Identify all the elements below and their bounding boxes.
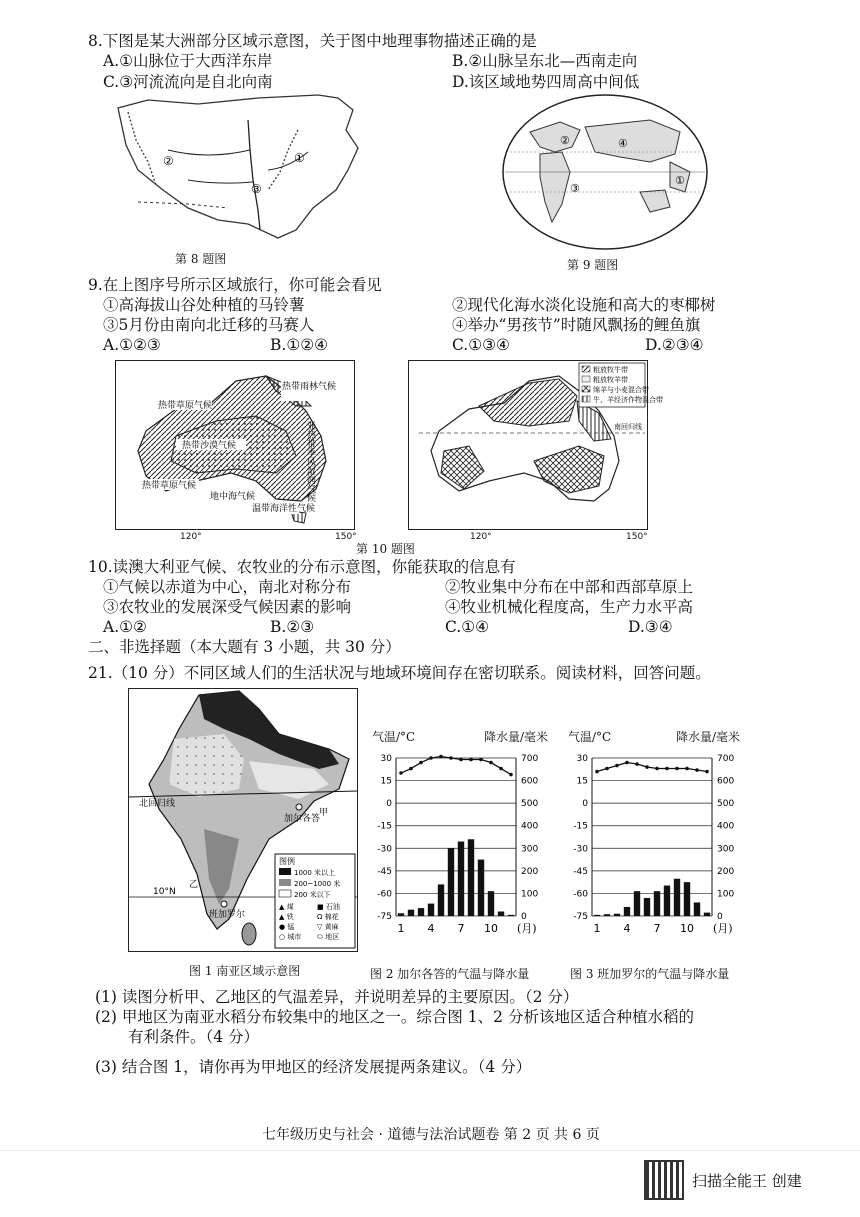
q10-legend-sheep: 粗放牧羊带 (593, 376, 628, 384)
q21-legend-res-iron: ▲ 铁 (279, 913, 294, 921)
fig3-temp-point (685, 767, 689, 771)
page-footer: 七年级历史与社会 · 道德与法治试题卷 第 2 页 共 6 页 (262, 1127, 600, 1143)
fig3-y2tick: 100 (717, 889, 735, 900)
q8-option-b: B.②山脉呈东北—西南走向 (452, 52, 638, 70)
q21-legend-res-city: ○ 城市 (279, 933, 302, 941)
q10-tropic-label: 南回归线 (614, 423, 642, 431)
q10-legend-wheat-sheep: 绵羊与小麦混合带 (593, 386, 649, 394)
fig3-chart (562, 748, 752, 943)
fig2-precip-bar (408, 910, 414, 916)
q21-fig3-caption: 图 3 班加罗尔的气温与降水量 (570, 967, 730, 981)
scanner-watermark: 扫描全能王 创建 (692, 1172, 802, 1190)
q10-option-b: B.②③ (270, 618, 315, 636)
q9-label-2: ② (560, 134, 570, 147)
bangalore-city-icon (221, 901, 227, 907)
fig3-temp-point (645, 765, 649, 769)
fig2-precip-bar (438, 884, 444, 916)
fig3-ytick: -15 (573, 821, 588, 832)
q10-lon-150-right: 150° (626, 532, 648, 542)
q10-stem: 10.读澳大利亚气候、农牧业的分布示意图，你能获取的信息有 (88, 558, 516, 576)
fig3-temp-point (635, 762, 639, 766)
q9-map (500, 92, 710, 252)
q10-option-d: D.③④ (628, 618, 673, 636)
q10-label-savanna-s: 热带草原气候 (142, 481, 197, 491)
q10-lon-120-right: 120° (470, 532, 492, 542)
fig3-xtick: 1 (593, 922, 601, 935)
q8-label-2: ② (163, 154, 174, 168)
q21-legend-title: 图例 (279, 857, 295, 866)
fig3-temp-point (705, 770, 709, 774)
q10-lon-150-left: 150° (335, 532, 357, 542)
q9-map-caption: 第 9 题图 (567, 258, 619, 272)
fig2-ytick: 15 (380, 776, 392, 787)
fig2-precip-bar (398, 913, 404, 916)
q21-legend-low: 200 米以下 (294, 891, 331, 899)
fig2-temp-point (449, 756, 453, 760)
fig3-temp-point (665, 767, 669, 771)
q21-label-yi: 乙 (189, 880, 199, 890)
qr-code-icon (644, 1160, 684, 1200)
fig3-precip-bar (604, 914, 610, 916)
fig2-y2tick: 100 (521, 889, 539, 900)
fig2-ytick: -75 (377, 912, 392, 922)
fig2-xlabel: (月) (517, 922, 537, 935)
section-2-heading: 二、非选择题（本大题有 3 小题，共 30 分） (88, 638, 401, 656)
fig2-precip-bar (498, 911, 504, 916)
q21-sub3: (3) 结合图 1，请你再为甲地区的经济发展提两条建议。（4 分） (95, 1058, 532, 1076)
fig2-precip-bar (458, 842, 464, 916)
q10-label-desert: 热带沙漠气候 (182, 441, 237, 451)
q10-item-4: ④牧业机械化程度高，生产力水平高 (445, 598, 694, 616)
fig3-ytick: -60 (573, 889, 588, 900)
q10-label-rainforest: 热带雨林气候 (282, 382, 337, 392)
fig2-chart (366, 748, 556, 943)
fig2-ytick: 0 (386, 799, 392, 810)
fig3-ytick: 0 (582, 799, 588, 810)
fig2-precip-bar (508, 915, 514, 916)
q8-map-caption: 第 8 题图 (175, 252, 227, 266)
q21-legend-res-coal: ▲ 煤 (279, 903, 294, 911)
fig3-precip-bar (624, 907, 630, 916)
fig3-precip-bar (684, 882, 690, 916)
q10-climate-map (115, 360, 355, 530)
fig2-precip-bar (478, 860, 484, 916)
fig3-temp-point (605, 767, 609, 771)
q9-option-c: C.①③④ (452, 336, 510, 354)
fig3-precip-bar (704, 913, 710, 916)
q21-stem: 21.（10 分）不同区域人们的生活状况与地域环境间存在密切联系。阅读材料，回答问题。 (88, 664, 711, 682)
fig2-y2tick: 500 (521, 799, 539, 810)
fig3-precip-bar (694, 902, 700, 916)
fig3-y2tick: 300 (717, 844, 735, 855)
q9-option-b: B.①②④ (270, 336, 329, 354)
fig2-xtick: 7 (457, 922, 465, 935)
fig3-ytick: 15 (576, 776, 588, 787)
fig3-precip-bar (674, 879, 680, 916)
fig3-xtick: 4 (623, 922, 631, 935)
q10-item-1: ①气候以赤道为中心，南北对称分布 (103, 578, 352, 596)
q8-option-a: A.①山脉位于大西洋东岸 (103, 52, 273, 70)
fig3-ytick: 30 (576, 754, 588, 764)
q10-item-2: ②牧业集中分布在中部和西部草原上 (445, 578, 694, 596)
q10-map-caption: 第 10 题图 (356, 542, 415, 556)
fig2-y2tick: 600 (521, 776, 539, 787)
fig3-xlabel: (月) (713, 922, 733, 935)
q9-label-1: ① (675, 174, 685, 187)
fig2-xtick: 10 (484, 922, 498, 935)
fig2-precip-bar (448, 848, 454, 916)
fig2-temp-point (499, 767, 503, 771)
kolkata-city-icon (296, 804, 302, 810)
fig3-y2tick: 400 (717, 821, 735, 832)
fig2-ytick: -15 (377, 821, 392, 832)
fig2-precip-label: 降水量/毫米 (484, 730, 549, 744)
fig3-temp-label: 气温/°C (568, 730, 612, 744)
q8-option-c: C.③河流流向是自北向南 (103, 73, 273, 91)
fig2-y2tick: 200 (521, 866, 539, 877)
fig2-y2tick: 400 (521, 821, 539, 832)
fig2-y2tick: 0 (521, 912, 527, 922)
q21-sub2a: (2) 甲地区为南亚水稻分布较集中的地区之一。综合图 1、2 分析该地区适合种植水稻的 (95, 1008, 694, 1026)
fig2-precip-bar (488, 891, 494, 916)
fig2-ytick: 30 (380, 754, 392, 764)
fig3-precip-bar (594, 915, 600, 916)
fig3-temp-line (597, 763, 707, 772)
q21-label-kolkata: 加尔各答 (284, 814, 321, 824)
fig3-temp-point (595, 770, 599, 774)
fig2-temp-point (439, 755, 443, 759)
fig3-y2tick: 0 (717, 912, 723, 922)
fig2-ytick: -30 (377, 844, 392, 855)
q9-option-a: A.①②③ (103, 336, 161, 354)
fig2-temp-point (429, 756, 433, 760)
q9-option-d: D.②③④ (645, 336, 704, 354)
fig3-precip-bar (614, 914, 620, 916)
q21-label-10n: 10°N (153, 887, 176, 897)
fig3-y2tick: 500 (717, 799, 735, 810)
fig3-precip-bar (654, 891, 660, 916)
fig3-xtick: 10 (680, 922, 694, 935)
q10-label-oceanic: 温带海洋性气候 (252, 504, 316, 514)
footer-divider (0, 1150, 860, 1151)
q8-map (108, 90, 370, 248)
fig2-precip-bar (418, 908, 424, 916)
fig2-y2tick: 300 (521, 844, 539, 855)
fig3-ytick: -45 (573, 866, 588, 877)
fig2-temp-point (399, 771, 403, 775)
q10-legend-cattle: 粗放牧牛带 (593, 366, 628, 374)
fig2-temp-line (401, 756, 511, 774)
q9-item-4: ④举办“男孩节”时随风飘扬的鲤鱼旗 (452, 316, 701, 334)
q21-legend-res-mn: ● 锰 (279, 923, 295, 931)
fig2-xtick: 1 (397, 922, 405, 935)
q9-label-4: ④ (618, 137, 628, 150)
q21-label-jia: 甲 (319, 808, 329, 818)
fig2-ytick: -45 (377, 866, 392, 877)
fig3-temp-point (615, 764, 619, 768)
fig2-temp-point (489, 761, 493, 765)
q21-fig1-map (128, 688, 358, 952)
fig2-temp-point (509, 773, 513, 777)
q10-legend-mixed: 牛、羊经济作物混合带 (593, 396, 663, 404)
q10-label-savanna-n: 热带草原气候 (158, 401, 213, 411)
q21-sub2b: 有利条件。（4 分） (128, 1028, 260, 1046)
q8-label-3: ③ (251, 182, 262, 196)
fig3-temp-point (695, 768, 699, 772)
fig3-precip-bar (664, 886, 670, 916)
fig2-temp-point (469, 758, 473, 762)
fig3-precip-bar (644, 898, 650, 916)
q10-label-subtropical: 亚热带季风湿润气候 (305, 421, 315, 502)
q10-option-a: A.①② (103, 618, 147, 636)
q21-label-bangalore: 班加罗尔 (209, 910, 246, 920)
q9-item-3: ③5月份由南向北迁移的马赛人 (103, 316, 315, 334)
q9-label-3: ③ (570, 182, 580, 195)
fig3-ytick: -75 (573, 912, 588, 922)
q9-item-2: ②现代化海水淡化设施和高大的枣椰树 (452, 296, 716, 314)
fig3-xtick: 7 (653, 922, 661, 935)
q21-sub1: (1) 读图分析甲、乙地区的气温差异，并说明差异的主要原因。（2 分） (95, 988, 579, 1006)
q8-label-1: ① (294, 151, 305, 165)
fig2-temp-point (419, 761, 423, 765)
q10-option-c: C.①④ (445, 618, 490, 636)
q8-stem: 8.下图是某大洲部分区域示意图，关于图中地理事物描述正确的是 (88, 32, 537, 50)
fig2-temp-point (479, 758, 483, 762)
fig2-precip-bar (468, 839, 474, 916)
q21-legend-res-jute: ▽ 黄麻 (317, 923, 339, 931)
fig3-temp-point (675, 767, 679, 771)
q21-legend-res-cotton: Ω 棉花 (317, 913, 339, 921)
q21-legend-res-oil: ■ 石油 (317, 903, 340, 911)
fig2-temp-label: 气温/°C (372, 730, 416, 744)
q21-fig2-caption: 图 2 加尔各答的气温与降水量 (370, 967, 530, 981)
fig2-ytick: -60 (377, 889, 392, 900)
q8-option-d: D.该区域地势四周高中间低 (452, 73, 640, 91)
fig2-y2tick: 700 (521, 754, 539, 764)
q21-legend-high: 1000 米以上 (294, 869, 336, 877)
fig3-temp-point (655, 767, 659, 771)
fig3-precip-label: 降水量/毫米 (676, 730, 741, 744)
fig2-xtick: 4 (427, 922, 435, 935)
fig2-temp-point (409, 767, 413, 771)
q9-stem: 9.在上图序号所示区域旅行，你可能会看见 (88, 276, 382, 294)
q10-item-3: ③农牧业的发展深受气候因素的影响 (103, 598, 352, 616)
q9-item-1: ①高海拔山谷处种植的马铃薯 (103, 296, 305, 314)
fig2-precip-bar (428, 904, 434, 916)
q21-label-tropic: 北回归线 (139, 799, 176, 809)
fig3-y2tick: 200 (717, 866, 735, 877)
q10-agri-map (408, 360, 663, 530)
fig3-y2tick: 600 (717, 776, 735, 787)
q10-lon-120-left: 120° (180, 532, 202, 542)
fig3-precip-bar (634, 891, 640, 916)
fig3-ytick: -30 (573, 844, 588, 855)
q21-fig1-caption: 图 1 南亚区域示意图 (189, 964, 301, 978)
fig2-temp-point (459, 758, 463, 762)
fig3-y2tick: 700 (717, 754, 735, 764)
q21-legend-mid: 200~1000 米 (294, 880, 341, 888)
fig3-temp-point (625, 761, 629, 765)
q21-legend-res-region: ⬭ 地区 (317, 933, 340, 941)
q10-label-mediterranean: 地中海气候 (210, 492, 256, 502)
